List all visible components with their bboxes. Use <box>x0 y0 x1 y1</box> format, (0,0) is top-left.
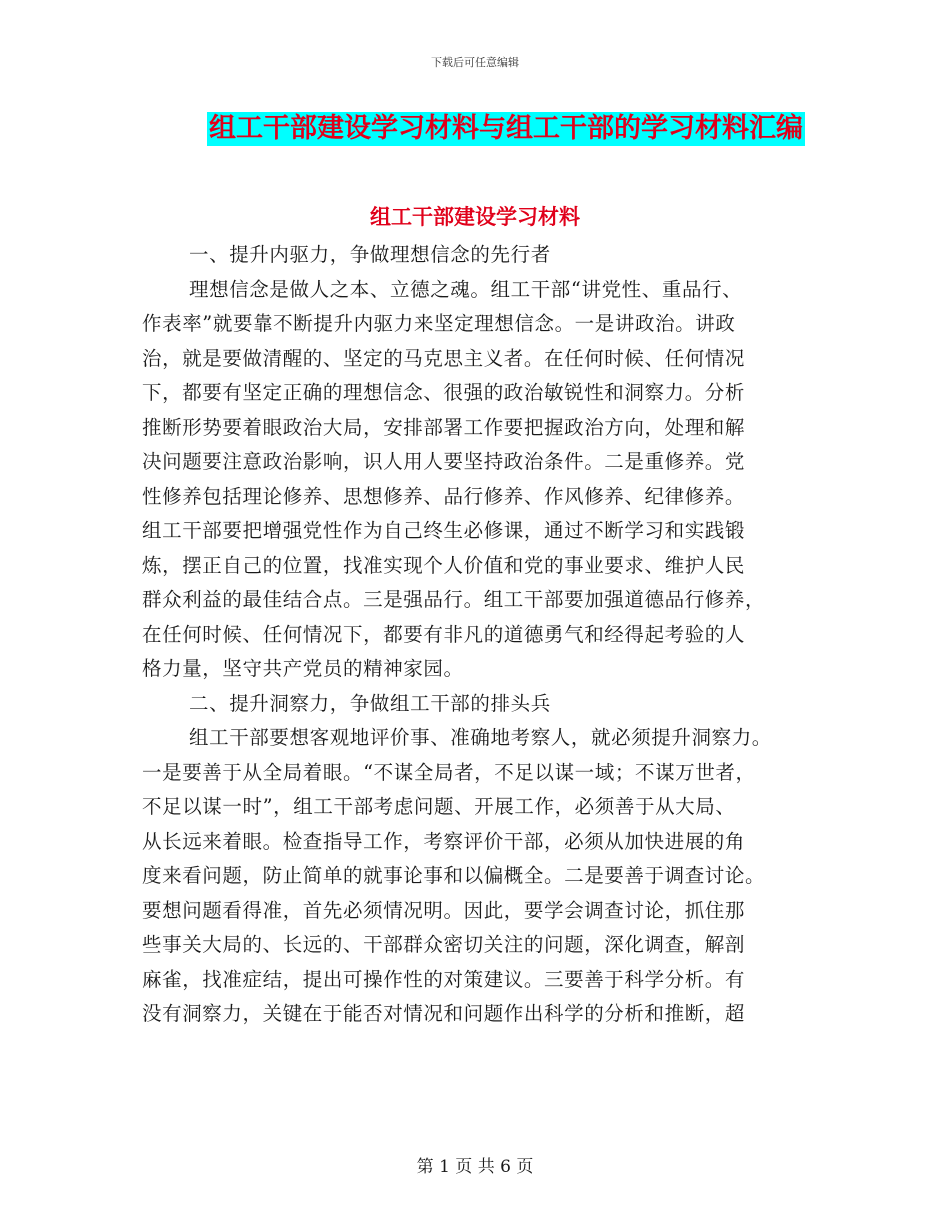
text-line: 在任何时候、任何情况下，都要有非凡的道德勇气和经得起考验的人 <box>142 622 746 646</box>
body-text <box>142 238 812 1032</box>
text-line: 麻雀，找准症结，提出可操作性的对策建议。三要善于科学分析。有 <box>142 967 746 991</box>
text-line: 一是要善于从全局着眼。“不谋全局者，不足以谋一域；不谋万世者， <box>142 760 756 784</box>
text-line: 些事关大局的、长远的、干部群众密切关注的问题，深化调查，解剖 <box>142 933 746 956</box>
text-line: 作表率”就要靠不断提升内驱力来坚定理想信念。一是讲政治。讲政 <box>142 312 736 335</box>
section-title: 组工干部建设学习材料 <box>370 205 580 229</box>
text-line: 没有洞察力，关键在于能否对情况和问题作出科学的分析和推断，超 <box>142 1002 746 1025</box>
text-line: 群众利益的最佳结合点。三是强品行。组工干部要加强道德品行修养， <box>142 588 766 611</box>
text-line: 组工干部要想客观地评价事、准确地考察人，就必须提升洞察力。 <box>189 726 772 749</box>
text-line: 二、提升洞察力，争做组工干部的排头兵 <box>189 691 551 715</box>
header-note: 下载后可任意编辑 <box>431 56 519 69</box>
text-line: 从长远来着眼。检查指导工作，考察评价干部，必须从加快进展的角 <box>142 829 746 853</box>
text-line: 要想问题看得准，首先必须情况明。因此，要学会调查讨论，抓住那 <box>142 898 746 922</box>
text-line: 格力量，坚守共产党员的精神家园。 <box>142 657 464 680</box>
text-line: 组工干部要把增强党性作为自己终生必修课，通过不断学习和实践锻 <box>142 519 746 542</box>
text-line: 决问题要注意政治影响，识人用人要坚持政治条件。二是重修养。党 <box>142 450 746 473</box>
text-line: 炼，摆正自己的位置，找准实现个人价值和党的事业要求、维护人民 <box>142 553 746 577</box>
text-line: 治，就是要做清醒的、坚定的马克思主义者。在任何时候、任何情况 <box>142 346 746 370</box>
text-line: 不足以谋一时”，组工干部考虑问题、开展工作，必须善于从大局、 <box>142 795 736 818</box>
text-line: 度来看问题，防止简单的就事论事和以偏概全。二是要善于调查讨论。 <box>142 864 766 887</box>
text-line: 理想信念是做人之本、立德之魂。组工干部“讲党性、重品行、 <box>189 277 743 301</box>
text-line: 推断形势要着眼政治大局，安排部署工作要把握政治方向，处理和解 <box>142 415 746 439</box>
main-title: 组工干部建设学习材料与组工干部的学习材料汇编 <box>209 113 803 144</box>
text-line: 性修养包括理论修养、思想修养、品行修养、作风修养、纪律修养。 <box>142 484 746 508</box>
text-line: 下，都要有坚定正确的理想信念、很强的政治敏锐性和洞察力。分析 <box>142 381 746 404</box>
text-line: 一、提升内驱力，争做理想信念的先行者 <box>189 243 551 266</box>
page-footer: 第 1 页 共 6 页 <box>416 1157 534 1177</box>
